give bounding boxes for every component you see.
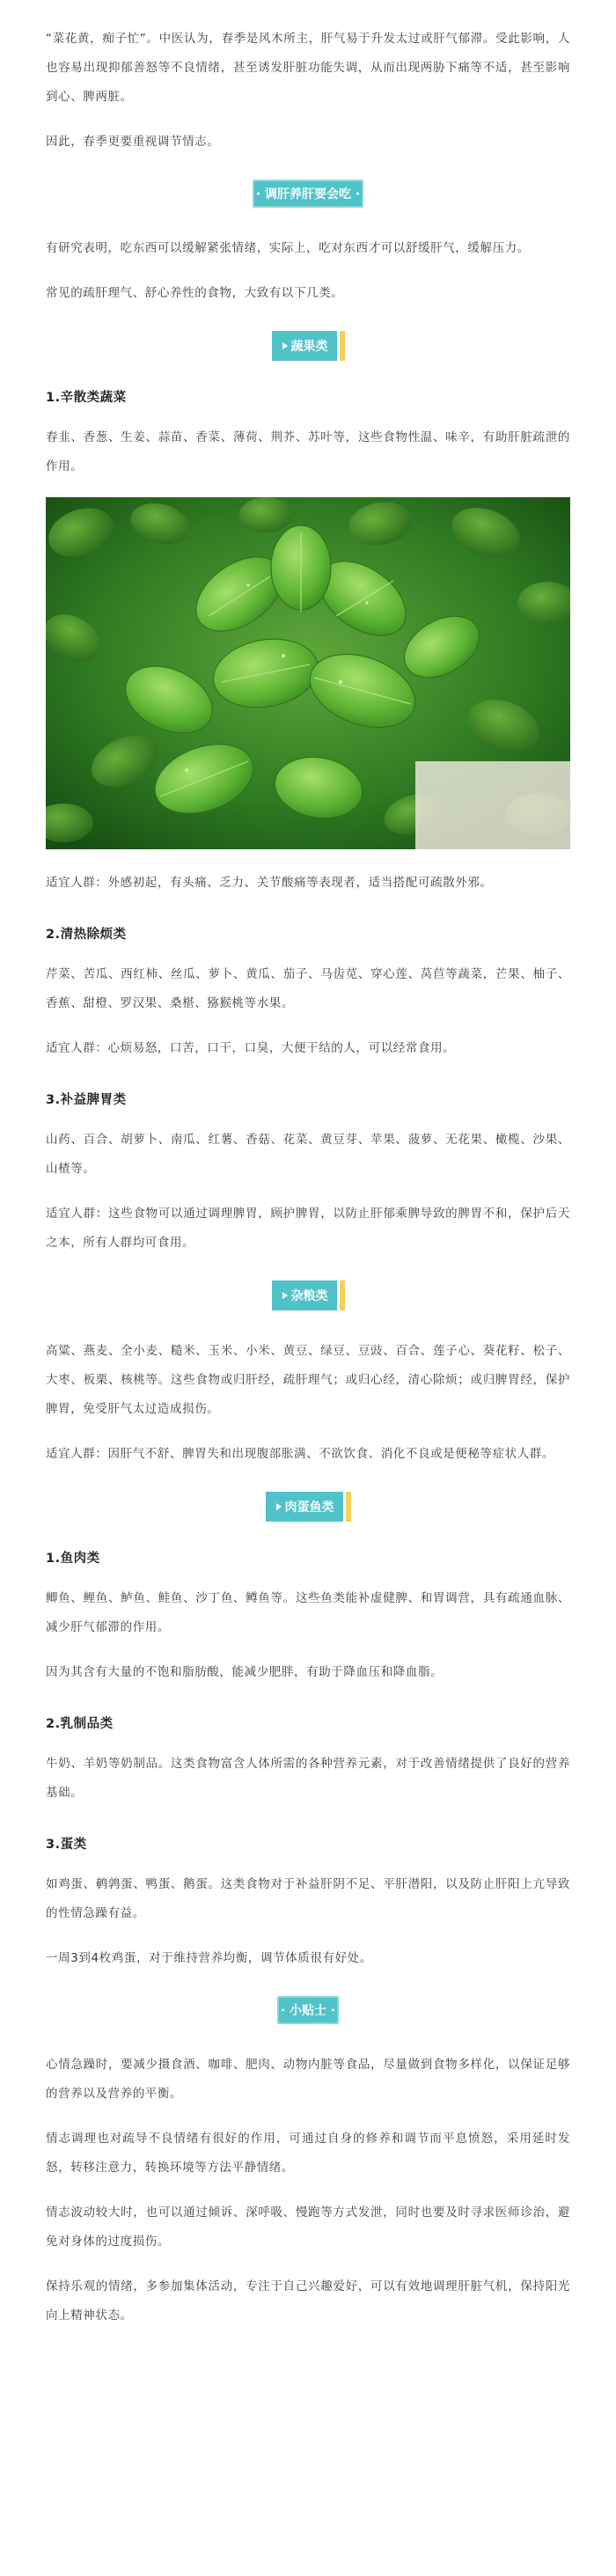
subheading: 1.辛散类蔬菜: [46, 391, 127, 405]
tips-title-badge: 小贴士: [277, 1996, 339, 2024]
category-badge: [266, 1492, 351, 1522]
mint-leaves-illustration: [46, 497, 570, 849]
triangle-icon: [282, 1292, 288, 1299]
subheading: 3.蛋类: [46, 1838, 87, 1852]
category-badge: [272, 1281, 345, 1310]
tip-paragraph: 保持乐观的情绪，多参加集体活动，专注于自己兴趣爱好，可以有效地调理肝脏气机，保持阳光向上精神状态。: [46, 2279, 570, 2323]
subheading: 1.鱼肉类: [46, 1552, 100, 1566]
category-label: 杂粮类: [290, 1289, 328, 1303]
category-header-veg: [46, 331, 570, 361]
body-paragraph: 鲫鱼、鲤鱼、鲈鱼、鲑鱼、沙丁鱼、鳟鱼等。这些鱼类能补虚健脾、和胃调营，具有疏通血脉、减少肝气郁滞的作用。: [46, 1591, 570, 1634]
intro-paragraph: “菜花黄，痴子忙”。中医认为，春季是风木所主，肝气易于升发太过或肝气郁滞。受此影响，人也容易出现抑郁善怒等不良情绪，甚至诱发肝脏功能失调，从而出现两胁下痛等不适，甚至影响到心、脾两脏。: [46, 32, 570, 104]
tip-paragraph: 情志调理也对疏导不良情绪有很好的作用，可通过自身的修养和调节而平息愤怒，采用延时发怒，转移注意力，转换环境等方法平静情绪。: [46, 2132, 570, 2175]
tips-header: [46, 1996, 570, 2024]
category-header-grain: [46, 1281, 570, 1310]
body-paragraph: 常见的疏肝理气、舒心养性的食物，大致有以下几类。: [46, 286, 344, 300]
badge-accent-tab: [340, 331, 345, 361]
category-header-meat: [46, 1492, 570, 1522]
body-paragraph: 因为其含有大量的不饱和脂肪酸，能减少肥胖，有助于降血压和降血脂。: [46, 1665, 444, 1679]
body-paragraph: 牛奶、羊奶等奶制品。这类食物富含人体所需的各种营养元素，对于改善情绪提供了良好的营养基础。: [46, 1757, 570, 1800]
triangle-icon: [282, 342, 288, 349]
tip-paragraph: 心情急躁时，要减少摄食酒、咖啡、肥肉、动物内脏等食品，尽量做到食物多样化，以保证足够的营养以及营养的平衡。: [46, 2058, 570, 2101]
intro-paragraph: 因此，春季更要重视调节情志。: [46, 135, 220, 149]
subheading: 3.补益脾胃类: [46, 1093, 127, 1107]
body-paragraph: 如鸡蛋、鹌鹑蛋、鸭蛋、鹅蛋。这类食物对于补益肝阴不足、平肝潜阳，以及防止肝阳上亢导致的性情急躁有益。: [46, 1877, 570, 1920]
subheading: 2.清热除烦类: [46, 928, 127, 942]
body-paragraph: 适宜人群：这些食物可以通过调理脾胃，顾护脾胃，以防止肝郁乘脾导致的脾胃不和，保护后天之本，所有人群均可食用。: [46, 1207, 570, 1250]
category-label: 蔬果类: [290, 340, 328, 354]
body-paragraph: 春韭、香葱、生姜、蒜苗、香菜、薄荷、荆芥、苏叶等，这些食物性温、味辛，有助肝脏疏泄的作用。: [46, 430, 570, 473]
section-header: [46, 180, 570, 208]
mint-plant-image: [46, 497, 570, 849]
category-badge: [272, 331, 345, 361]
category-label: 肉蛋鱼类: [284, 1501, 334, 1515]
body-paragraph: 芹菜、苦瓜、西红柿、丝瓜、萝卜、黄瓜、茄子、马齿苋、穿心莲、莴苣等蔬菜，芒果、柚子、香蕉、甜橙、罗汉果、桑椹、猕猴桃等水果。: [46, 967, 570, 1010]
section-title-badge: 调肝养肝要会吃: [253, 180, 363, 208]
body-paragraph: 有研究表明，吃东西可以缓解紧张情绪，实际上，吃对东西才可以舒缓肝气，缓解压力。: [46, 241, 530, 255]
body-paragraph: 高粱、燕麦、全小麦、糙米、玉米、小米、黄豆、绿豆、豆豉、百合、莲子心、葵花籽、松子、大枣、板栗、核桃等。这些食物或归肝经，疏肝理气；或归心经，清心除烦；或归脾胃经，保护脾胃，免受肝气太过造成损伤。: [46, 1344, 570, 1416]
tip-paragraph: 情志波动较大时，也可以通过倾诉、深呼吸、慢跑等方式发泄，同时也要及时寻求医师诊治，避免对身体的过度损伤。: [46, 2205, 570, 2249]
triangle-icon: [276, 1503, 282, 1510]
badge-accent-tab: [346, 1492, 351, 1522]
body-paragraph: 一周3到4枚鸡蛋，对于维持营养均衡，调节体质很有好处。: [46, 1951, 372, 1965]
body-paragraph: 适宜人群：外感初起，有头痛、乏力、关节酸痛等表现者，适当搭配可疏散外邪。: [46, 876, 493, 890]
subheading: 2.乳制品类: [46, 1717, 114, 1731]
badge-accent-tab: [340, 1281, 345, 1310]
body-paragraph: 适宜人群：因肝气不舒、脾胃失和出现腹部胀满、不欲饮食、消化不良或是便秘等症状人群。: [46, 1447, 555, 1461]
body-paragraph: 适宜人群：心烦易怒，口苦，口干，口臭，大便干结的人，可以经常食用。: [46, 1041, 456, 1055]
body-paragraph: 山药、百合、胡萝卜、南瓜、红薯、香菇、花菜、黄豆芽、苹果、菠萝、无花果、橄榄、沙果、山楂等。: [46, 1133, 570, 1176]
